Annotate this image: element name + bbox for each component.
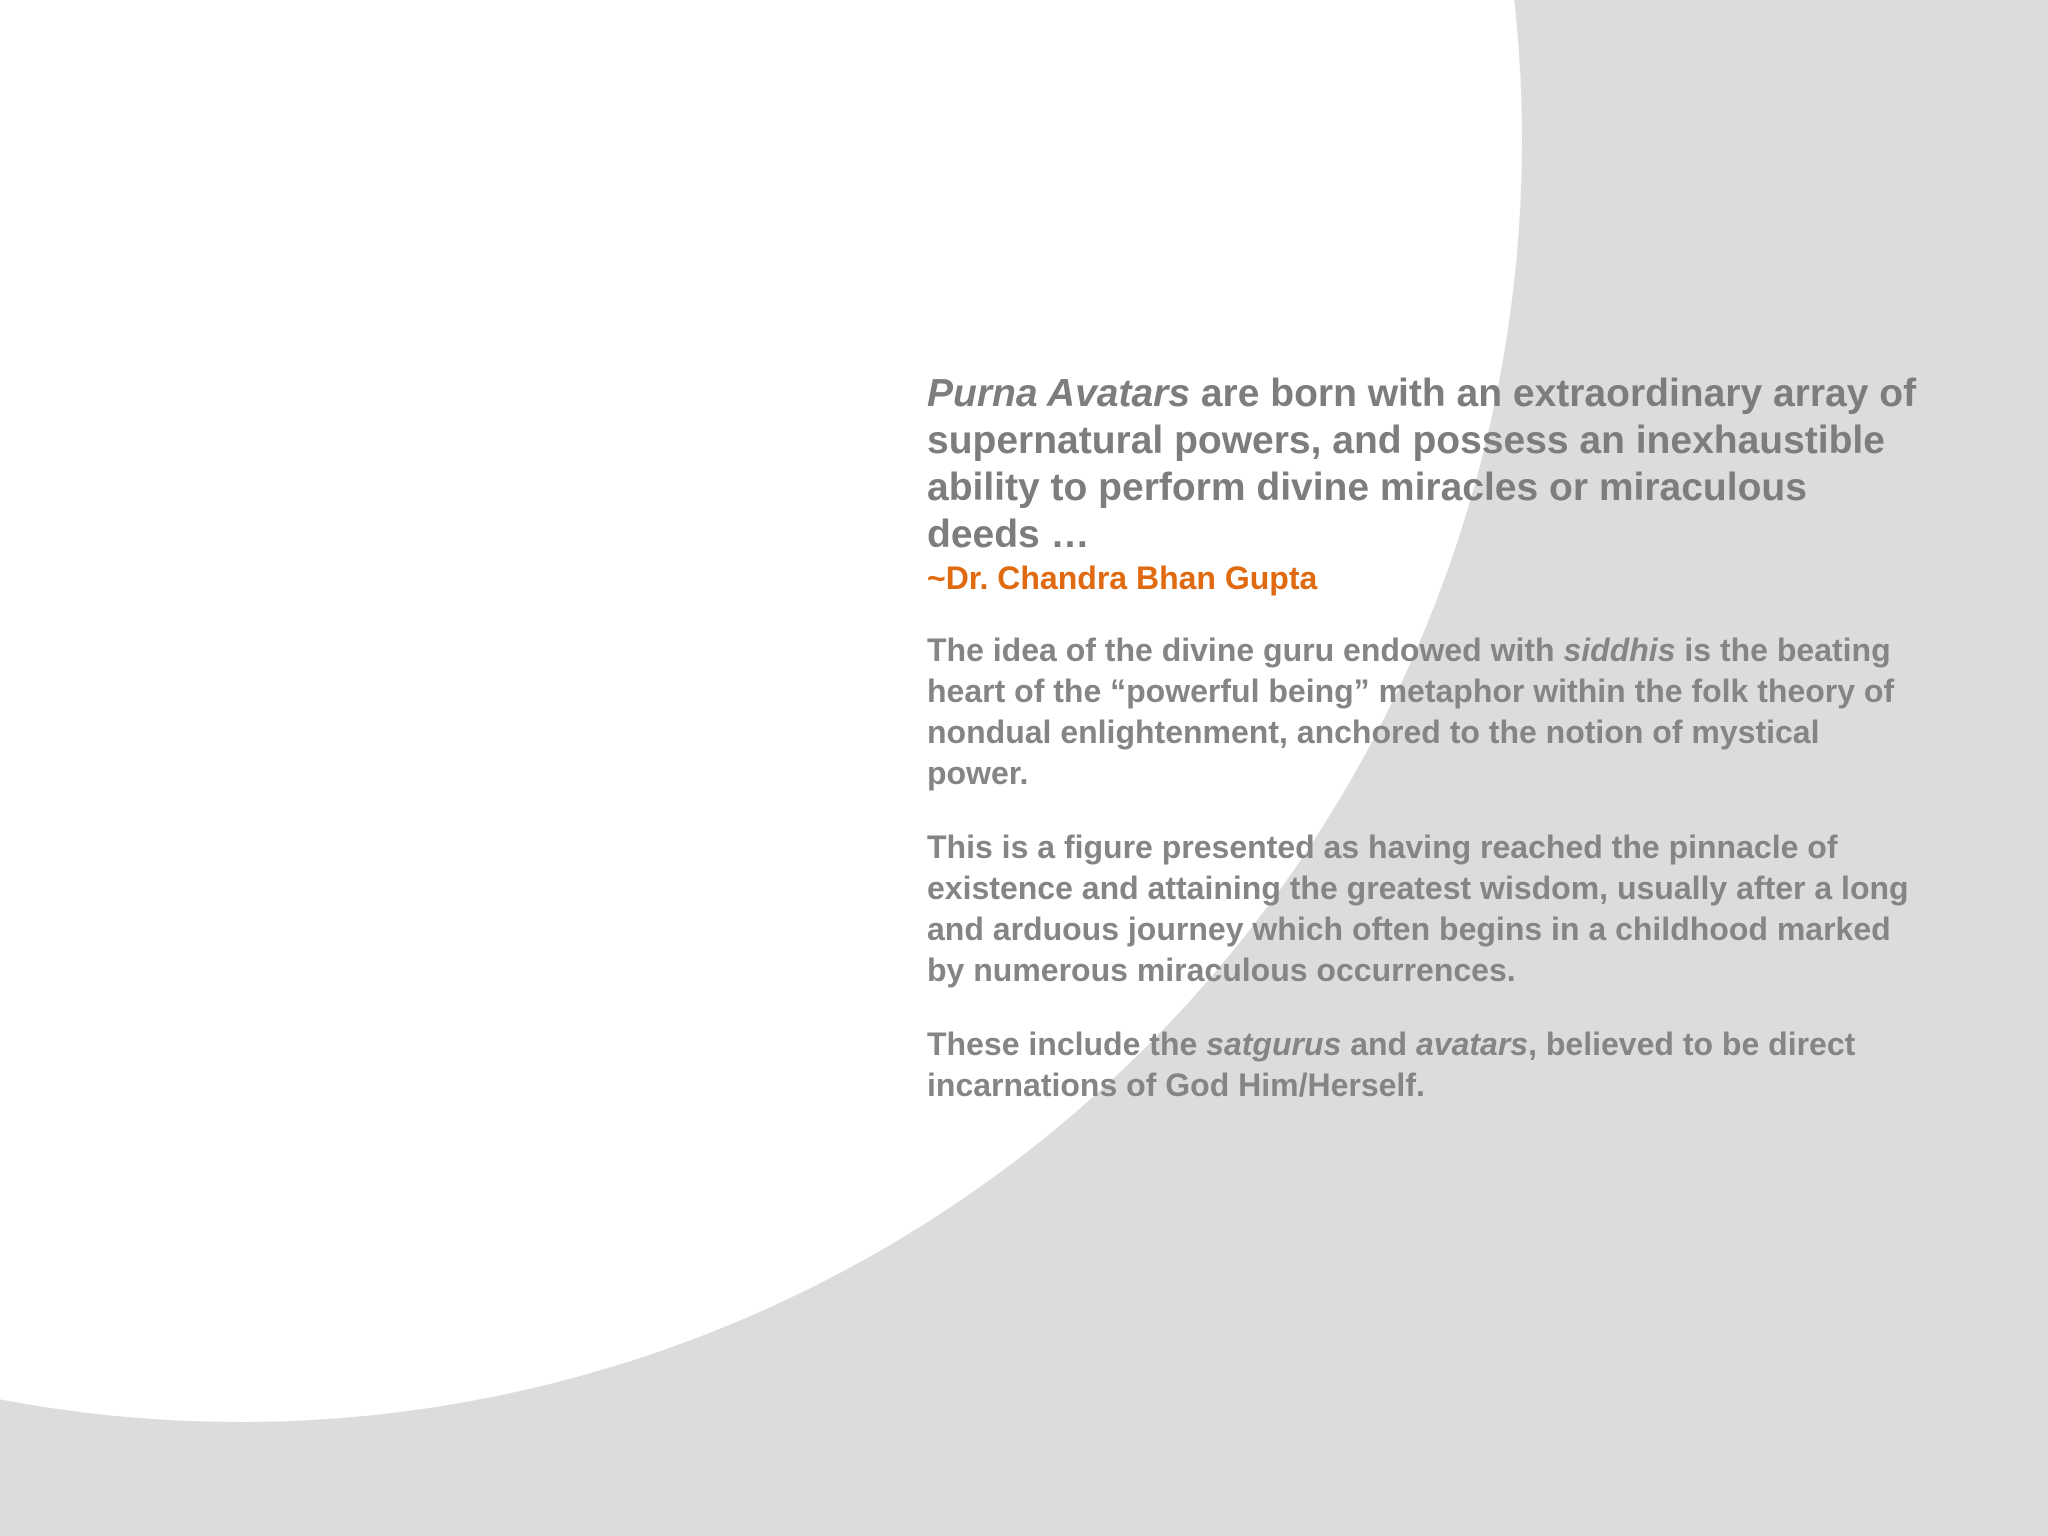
paragraph-satgurus-before: These include the (927, 1026, 1207, 1062)
quote-text (927, 370, 1927, 558)
paragraph-siddhis-before: The idea of the divine guru endowed with (927, 632, 1564, 668)
paragraph-satgurus (927, 1024, 1927, 1106)
quote-body: are born with an extraordinary array of supernatural powers, and possess an inexhaustible ability to perform divine miracles or miraculous deeds … (927, 372, 1917, 556)
paragraph-siddhis (927, 630, 1927, 794)
paragraph-satgurus-after: , believed to be direct incarnations of God Him/Herself. (927, 1026, 1856, 1103)
paragraph-satgurus-middle: and (1341, 1026, 1416, 1062)
text-block (927, 370, 1927, 1139)
paragraph-siddhis-italic: siddhis (1563, 632, 1676, 668)
quote-author: ~Dr. Chandra Bhan Gupta (927, 560, 1318, 596)
paragraph-satgurus-italic2: avatars (1415, 1026, 1529, 1062)
paragraph-figure: This is a figure presented as having reached the pinnacle of existence and attaining the greatest wisdom, usually after a long and arduous journey which often begins in a childhood marked by numerous miraculous occurrences. (927, 829, 1909, 988)
quote-italic-lead: Purna Avatars (927, 372, 1191, 415)
paragraph-siddhis-after: is the beating heart of the “powerful being” metaphor within the folk theory of nondual enlightenment, anchored to the notion of mystical power. (927, 632, 1895, 791)
paragraph-satgurus-italic1: satgurus (1206, 1026, 1342, 1062)
